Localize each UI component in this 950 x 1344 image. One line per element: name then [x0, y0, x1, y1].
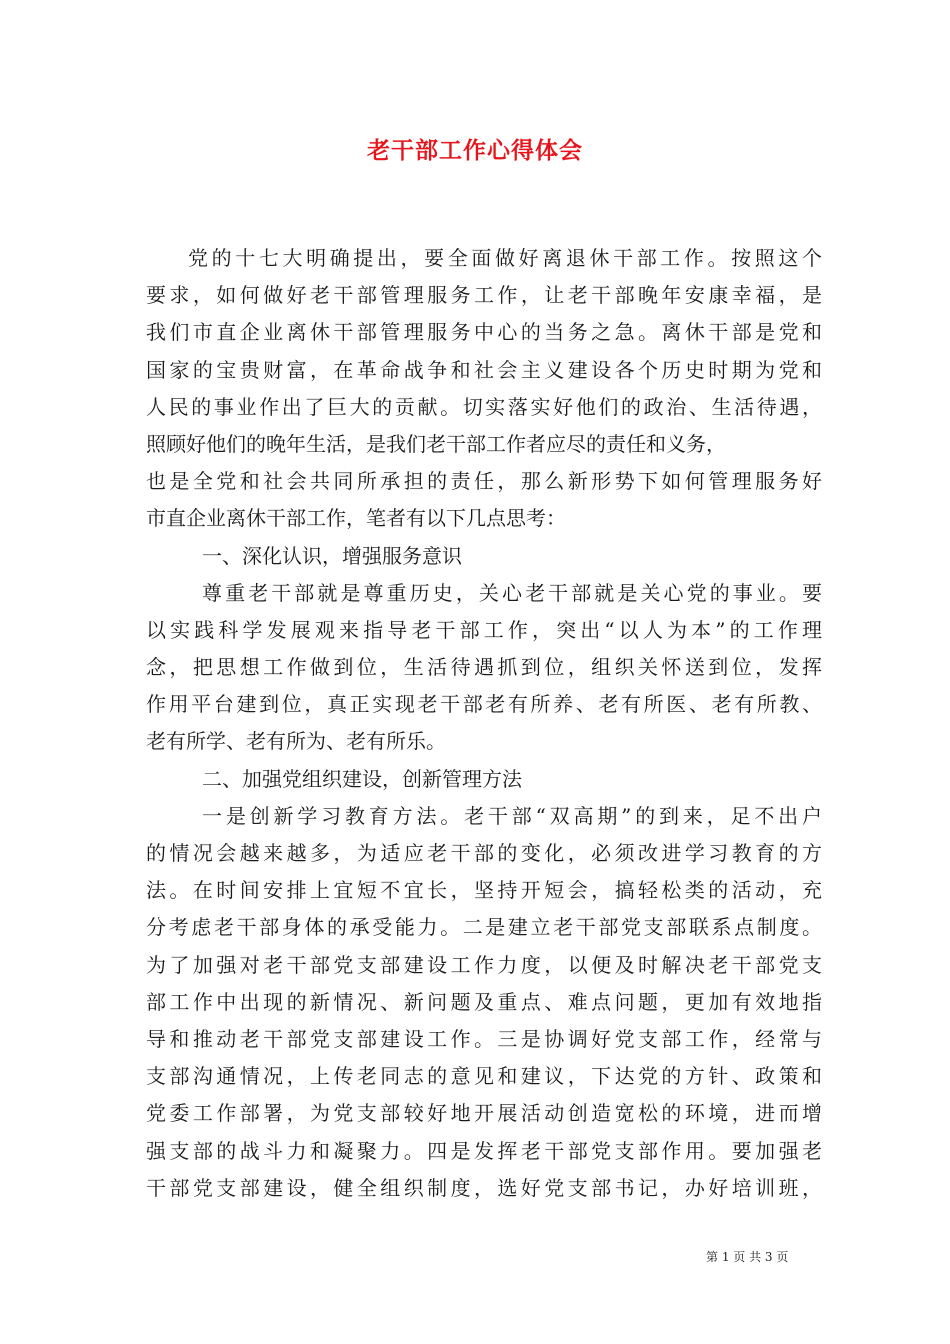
- paragraph-line: 也是全党和社会共同所承担的责任，那么新形势下如何管理服务好: [146, 469, 822, 494]
- paragraph-line: 部工作中出现的新情况、新问题及重点、难点问题，更加有效地指: [146, 989, 822, 1014]
- paragraph-line: 市直企业离休干部工作，笔者有以下几点思考：: [146, 506, 566, 531]
- document-body: [146, 240, 822, 1207]
- paragraph-line: 尊重老干部就是尊重历史，关心老干部就是关心党的事业。要: [202, 580, 822, 605]
- paragraph-line: 念，把思想工作做到位，生活待遇抓到位，组织关怀送到位，发挥: [146, 655, 822, 680]
- page-title: 老干部工作心得体会: [367, 137, 583, 164]
- paragraph-line: 国家的宝贵财富，在革命战争和社会主义建设各个历史时期为党和: [146, 357, 822, 382]
- page-number-footer: 第 1 页 共 3 页: [706, 1250, 789, 1264]
- paragraph-line: 我们市直企业离休干部管理服务中心的当务之急。离休干部是党和: [146, 320, 822, 345]
- paragraph-line: 人民的事业作出了巨大的贡献。切实落实好他们的政治、生活待遇，: [146, 394, 822, 419]
- paragraph-line: 强支部的战斗力和凝聚力。四是发挥老干部党支部作用。要加强老: [146, 1138, 822, 1163]
- paragraph-line: 一是创新学习教育方法。老干部“双高期”的到来，足不出户: [202, 803, 822, 828]
- paragraph-line: 法。在时间安排上宜短不宜长，坚持开短会，搞轻松类的活动，充: [146, 878, 822, 903]
- section-heading: 一、深化认识，增强服务意识: [202, 543, 462, 568]
- paragraph-line: 干部党支部建设，健全组织制度，选好党支部书记，办好培训班，: [146, 1175, 822, 1200]
- section-heading: 二、加强党组织建设，创新管理方法: [202, 766, 522, 791]
- paragraph-line: 照顾好他们的晚年生活，是我们老干部工作者应尽的责任和义务，: [146, 431, 726, 456]
- paragraph-line: 分考虑老干部身体的承受能力。二是建立老干部党支部联系点制度。: [146, 915, 822, 940]
- paragraph-line: 的情况会越来越多，为适应老干部的变化，必须改进学习教育的方: [146, 841, 822, 865]
- paragraph-line: 作用平台建到位，真正实现老干部老有所养、老有所医、老有所教、: [146, 692, 822, 717]
- paragraph-line: 要求，如何做好老干部管理服务工作，让老干部晚年安康幸福，是: [146, 283, 822, 308]
- paragraph-line: 为了加强对老干部党支部建设工作力度，以便及时解决老干部党支: [146, 952, 822, 977]
- paragraph-line: 老有所学、老有所为、老有所乐。: [146, 729, 446, 754]
- paragraph-line: 党的十七大明确提出，要全面做好离退休干部工作。按照这个: [188, 246, 822, 270]
- paragraph-line: 导和推动老干部党支部建设工作。三是协调好党支部工作，经常与: [146, 1026, 822, 1051]
- paragraph-line: 支部沟通情况，上传老同志的意见和建议，下达党的方针、政策和: [146, 1064, 822, 1089]
- paragraph-line: 党委工作部署，为党支部较好地开展活动创造宽松的环境，进而增: [146, 1101, 822, 1126]
- paragraph-line: 以实践科学发展观来指导老干部工作，突出“以人为本”的工作理: [146, 617, 822, 642]
